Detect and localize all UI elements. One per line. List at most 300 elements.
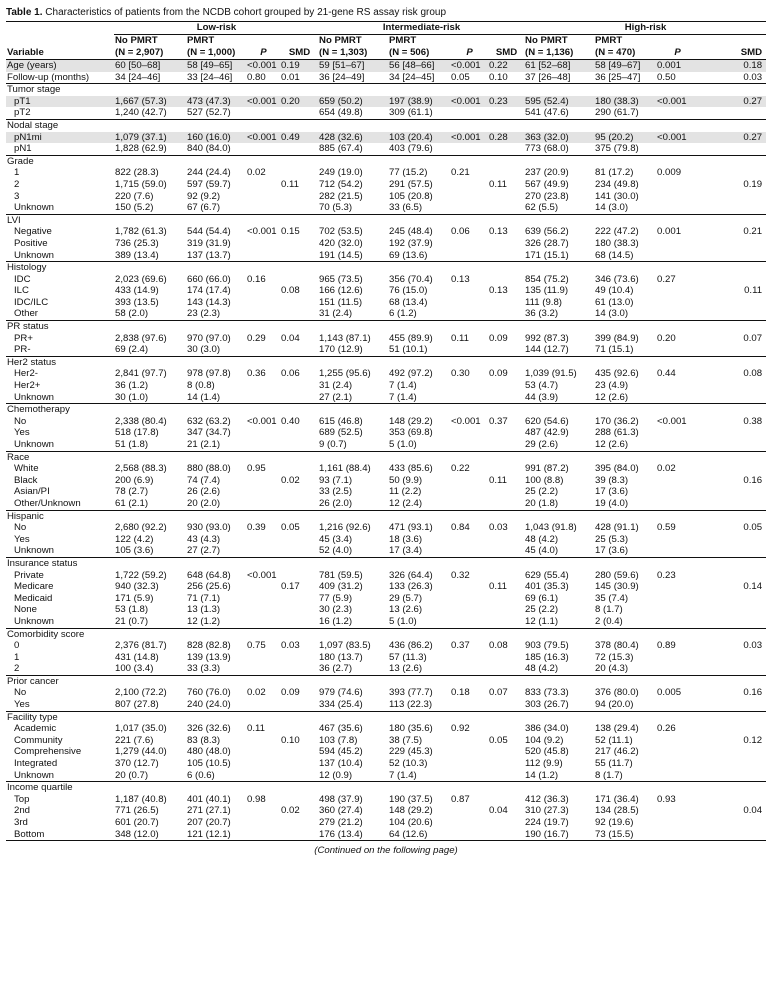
- table-cell: [450, 735, 488, 747]
- table-cell: 48 (4.2): [525, 533, 559, 545]
- table-cell: 428 (91.1): [595, 522, 639, 534]
- table-cell: [698, 794, 766, 806]
- table-cell: [450, 392, 488, 404]
- table-cell: 61 (13.0): [595, 296, 634, 308]
- table-cell: 256 (25.6): [187, 581, 231, 593]
- table-cell: 828 (82.8): [187, 640, 231, 652]
- row-label: No: [14, 522, 27, 534]
- table-cell: 12 (2.4): [388, 498, 450, 510]
- table-cell: 2,838 (97.6): [115, 332, 167, 344]
- table-row: [6, 522, 766, 534]
- table-row: [6, 250, 766, 262]
- table-cell: 0.92: [451, 723, 470, 735]
- table-cell: 1,187 (40.8): [115, 793, 167, 805]
- row-label: pT2: [6, 107, 114, 119]
- table-cell: 21 (2.1): [186, 439, 246, 451]
- table-cell: [698, 202, 766, 214]
- table-cell: 61 [52–68]: [524, 60, 594, 72]
- table-cell: [656, 817, 698, 829]
- table-cell: 103 (7.8): [319, 734, 358, 746]
- table-row: [6, 805, 766, 817]
- table-cell: 348 (12.0): [114, 829, 186, 841]
- table-cell: [698, 570, 766, 582]
- table-cell: 347 (34.7): [187, 427, 231, 439]
- col-no-pmrt: No PMRT: [319, 35, 362, 46]
- table-cell: 992 (87.3): [525, 332, 569, 344]
- table-cell: 94 (20.0): [594, 699, 656, 711]
- table-cell: 134 (28.5): [595, 805, 639, 817]
- row-label: Top: [14, 793, 30, 805]
- col-smd: SMD: [698, 47, 766, 60]
- table-cell: [488, 238, 524, 250]
- table-row: [6, 581, 766, 593]
- table-cell: 8 (0.8): [187, 380, 215, 392]
- table-cell: 0.10: [488, 72, 524, 84]
- table-cell: [246, 817, 280, 829]
- table-cell: 0.22: [451, 463, 470, 475]
- table-cell: 689 (52.5): [319, 427, 363, 439]
- table-cell: 93 (7.1): [319, 474, 353, 486]
- table-cell: 480 (48.0): [187, 746, 231, 758]
- table-cell: 433 (85.6): [389, 463, 433, 475]
- table-cell: 346 (73.6): [595, 273, 639, 285]
- table-cell: [656, 829, 698, 841]
- table-cell: [450, 805, 488, 817]
- table-cell: [246, 581, 280, 593]
- table-cell: 12 (1.2): [186, 616, 246, 628]
- table-cell: 31 (2.4): [319, 380, 353, 392]
- table-cell: 105 (10.5): [187, 758, 231, 770]
- table-cell: 25 (5.3): [595, 533, 629, 545]
- row-label: Medicaid: [14, 592, 53, 604]
- table-cell: 0.98: [247, 793, 266, 805]
- section-label: Hispanic: [7, 510, 44, 522]
- table-cell: 0.08: [489, 640, 508, 652]
- table-cell: [246, 746, 280, 758]
- table-cell: [280, 202, 318, 214]
- row-label: No: [14, 687, 27, 699]
- table-cell: 245 (48.4): [389, 226, 433, 238]
- table-cell: 100 (8.8): [525, 474, 564, 486]
- table-cell: [488, 604, 524, 616]
- row-label: 2nd: [14, 805, 31, 817]
- table-cell: [698, 498, 766, 510]
- table-cell: [450, 439, 488, 451]
- group-low-risk: Low-risk: [114, 22, 318, 35]
- table-cell: [246, 616, 280, 628]
- section-label: Comorbidity score: [7, 628, 85, 640]
- section-header-row: [6, 782, 766, 794]
- table-cell: 279 (21.2): [319, 817, 363, 828]
- table-cell: 207 (20.7): [187, 817, 231, 828]
- table-cell: 903 (79.5): [525, 640, 569, 652]
- col-smd: SMD: [280, 47, 318, 60]
- row-label: Academic: [14, 723, 57, 735]
- table-cell: 58 [49–67]: [594, 60, 656, 72]
- table-cell: 20 (0.7): [114, 770, 186, 782]
- row-label: Community: [14, 734, 63, 746]
- table-cell: [450, 191, 488, 203]
- table-cell: 648 (64.8): [187, 569, 231, 581]
- table-cell: 970 (97.0): [187, 332, 231, 344]
- table-cell: 151 (11.5): [319, 296, 363, 308]
- table-cell: [488, 191, 524, 203]
- table-cell: [698, 723, 766, 735]
- table-cell: 0.16: [247, 273, 266, 285]
- table-row: [6, 191, 766, 203]
- table-cell: [656, 250, 698, 262]
- table-cell: 0.08: [743, 368, 763, 380]
- table-cell: [280, 616, 318, 628]
- table-cell: 0.11: [744, 285, 763, 297]
- table-cell: 148 (29.2): [389, 805, 433, 817]
- group-intermediate-risk: Intermediate-risk: [318, 22, 524, 35]
- table-cell: [280, 593, 318, 605]
- table-cell: 69 (6.1): [525, 592, 559, 604]
- table-cell: 95 (20.2): [594, 132, 656, 144]
- table-row: [6, 238, 766, 250]
- table-cell: [488, 439, 524, 451]
- table-cell: 1,039 (91.5): [525, 368, 577, 380]
- table-cell: 1,043 (91.8): [525, 522, 577, 534]
- row-label: Unknown: [6, 202, 114, 214]
- table-row: [6, 663, 766, 675]
- table-cell: 171 (15.1): [524, 250, 594, 262]
- table-cell: [450, 829, 488, 841]
- table-cell: 854 (75.2): [525, 273, 569, 285]
- table-cell: 712 (54.2): [319, 178, 363, 190]
- table-cell: [246, 107, 280, 119]
- table-cell: 0.38: [743, 415, 763, 427]
- table-cell: 781 (59.5): [319, 569, 363, 581]
- table-cell: 0.87: [451, 793, 470, 805]
- table-cell: 0.001: [656, 60, 698, 72]
- row-label: Yes: [14, 427, 30, 439]
- table-cell: [698, 699, 766, 711]
- table-cell: 0.09: [489, 332, 508, 344]
- table-cell: 150 (5.2): [114, 202, 186, 214]
- table-cell: [450, 297, 488, 309]
- table-cell: [280, 604, 318, 616]
- table-cell: [698, 616, 766, 628]
- table-row: [6, 699, 766, 711]
- table-cell: 92 (19.6): [595, 817, 634, 828]
- table-row: [6, 416, 766, 428]
- table-cell: [698, 758, 766, 770]
- table-cell: [488, 380, 524, 392]
- table-cell: [488, 616, 524, 628]
- table-cell: 436 (86.2): [389, 640, 433, 652]
- table-cell: 595 (52.4): [524, 96, 594, 108]
- table-cell: 291 (57.5): [389, 178, 433, 190]
- table-cell: <0.001: [246, 96, 280, 108]
- table-cell: 0.01: [280, 72, 318, 84]
- table-cell: [488, 817, 524, 829]
- table-row: [6, 333, 766, 345]
- table-cell: [280, 534, 318, 546]
- table-cell: [280, 427, 318, 439]
- col-n: (N = 1,136): [524, 47, 594, 60]
- table-cell: 2,568 (88.3): [115, 463, 167, 475]
- table-cell: 1,715 (59.0): [115, 178, 167, 190]
- table-cell: 0.09: [281, 687, 300, 699]
- table-cell: 122 (4.2): [115, 533, 154, 545]
- table-cell: [656, 805, 698, 817]
- table-cell: 141 (30.0): [595, 190, 639, 202]
- table-cell: 36 [25–47]: [594, 72, 656, 84]
- table-cell: 428 (32.6): [318, 132, 388, 144]
- table-cell: 0.37: [451, 640, 470, 652]
- table-cell: [698, 770, 766, 782]
- table-cell: 0.02: [281, 805, 300, 817]
- table-cell: 73 (15.5): [594, 829, 656, 841]
- table-cell: 0.80: [246, 72, 280, 84]
- table-cell: 393 (13.5): [115, 296, 159, 308]
- table-cell: 17 (3.6): [595, 486, 629, 498]
- table-cell: [656, 663, 698, 675]
- row-label: 1: [14, 167, 20, 179]
- table-cell: [656, 238, 698, 250]
- table-cell: [656, 475, 698, 487]
- table-cell: [698, 191, 766, 203]
- table-cell: [488, 202, 524, 214]
- table-cell: 1,017 (35.0): [115, 723, 167, 735]
- table-cell: [698, 427, 766, 439]
- table-cell: [488, 167, 524, 179]
- table-cell: [450, 817, 488, 829]
- table-cell: [246, 202, 280, 214]
- table-cell: [656, 581, 698, 593]
- table-cell: 467 (35.6): [319, 723, 363, 735]
- table-cell: 112 (9.9): [525, 758, 563, 770]
- table-cell: [246, 179, 280, 191]
- row-label: 0: [14, 640, 20, 652]
- table-cell: 0.11: [489, 581, 507, 593]
- table-row: [6, 72, 766, 84]
- characteristics-table: [6, 22, 766, 841]
- table-cell: 0.13: [489, 226, 508, 238]
- table-cell: 360 (27.4): [319, 805, 363, 817]
- table-cell: 0.11: [489, 178, 507, 190]
- table-cell: [656, 545, 698, 557]
- table-cell: [656, 534, 698, 546]
- row-label: ILC: [14, 285, 29, 297]
- table-cell: [488, 344, 524, 356]
- table-cell: [698, 274, 766, 286]
- table-cell: 2,376 (81.7): [115, 640, 167, 652]
- table-cell: 303 (26.7): [524, 699, 594, 711]
- table-cell: [246, 534, 280, 546]
- table-cell: 52 (4.0): [318, 545, 388, 557]
- row-label: Unknown: [6, 616, 114, 628]
- table-cell: [488, 794, 524, 806]
- table-cell: 27 (2.7): [186, 545, 246, 557]
- table-cell: 20 (2.0): [186, 498, 246, 510]
- table-row: [6, 202, 766, 214]
- table-cell: 386 (34.0): [525, 723, 569, 735]
- table-cell: 1,079 (37.1): [114, 132, 186, 144]
- table-cell: 9 (0.7): [318, 439, 388, 451]
- table-cell: 21 (0.7): [114, 616, 186, 628]
- table-cell: 0.89: [657, 640, 676, 652]
- table-cell: 92 (9.2): [187, 190, 221, 202]
- table-cell: [280, 107, 318, 119]
- table-cell: 33 (3.3): [186, 663, 246, 675]
- table-cell: 5 (1.0): [388, 439, 450, 451]
- section-label: Income quartile: [7, 782, 73, 794]
- table-cell: 0.14: [743, 581, 763, 593]
- table-cell: 0.05: [450, 72, 488, 84]
- table-cell: 412 (36.3): [525, 793, 569, 805]
- table-row: [6, 604, 766, 616]
- table-cell: 0.17: [281, 581, 300, 593]
- table-cell: [280, 167, 318, 179]
- table-cell: 240 (24.0): [186, 699, 246, 711]
- table-cell: 991 (87.2): [525, 463, 569, 475]
- table-cell: [246, 308, 280, 320]
- table-cell: 0.05: [489, 734, 508, 746]
- table-cell: 143 (14.3): [187, 296, 231, 308]
- table-cell: 940 (32.3): [115, 581, 159, 593]
- table-cell: [488, 463, 524, 475]
- table-cell: 840 (84.0): [186, 143, 246, 155]
- table-cell: 370 (12.7): [115, 758, 159, 770]
- table-cell: 190 (37.5): [389, 793, 433, 805]
- table-cell: 471 (93.1): [389, 522, 433, 534]
- row-label: Unknown: [6, 545, 114, 557]
- table-cell: 13 (2.6): [388, 663, 450, 675]
- table-cell: 356 (70.4): [389, 273, 433, 285]
- table-cell: [246, 498, 280, 510]
- table-cell: [280, 770, 318, 782]
- table-cell: [656, 699, 698, 711]
- section-header-row: [6, 321, 766, 333]
- table-cell: 176 (13.4): [318, 829, 388, 841]
- table-cell: [698, 238, 766, 250]
- col-pmrt: PMRT: [187, 35, 215, 46]
- col-n: (N = 1,000): [186, 47, 246, 60]
- table-cell: [698, 652, 766, 664]
- table-cell: [488, 770, 524, 782]
- row-label: Integrated: [14, 758, 58, 770]
- row-label: Age (years): [6, 60, 114, 72]
- section-header-row: [6, 711, 766, 723]
- table-cell: 0.16: [743, 474, 763, 486]
- table-cell: [656, 392, 698, 404]
- table-cell: 822 (28.3): [115, 167, 159, 179]
- table-cell: 50 (9.9): [389, 474, 423, 486]
- table-cell: 19 (4.0): [594, 498, 656, 510]
- table-cell: <0.001: [450, 60, 488, 72]
- table-cell: 229 (45.3): [389, 746, 433, 758]
- table-cell: 68 (13.4): [389, 296, 428, 308]
- table-cell: 69 (2.4): [114, 344, 186, 356]
- table-cell: 280 (59.6): [595, 569, 639, 581]
- table-cell: 326 (32.6): [187, 723, 231, 735]
- table-cell: 105 (20.8): [389, 190, 433, 202]
- table-cell: 0.05: [281, 522, 300, 534]
- table-cell: 760 (76.0): [187, 687, 231, 699]
- table-cell: 639 (56.2): [525, 226, 569, 238]
- table-cell: 594 (45.2): [319, 746, 363, 758]
- row-label: Unknown: [6, 250, 114, 262]
- table-cell: 14 (3.0): [594, 308, 656, 320]
- col-n: (N = 470): [594, 47, 656, 60]
- table-cell: 139 (13.9): [187, 651, 231, 663]
- table-cell: 14 (1.4): [186, 392, 246, 404]
- table-cell: [280, 297, 318, 309]
- col-no-pmrt: No PMRT: [525, 35, 568, 46]
- table-cell: [698, 143, 766, 155]
- table-cell: 20 (1.8): [524, 498, 594, 510]
- row-label: Yes: [6, 699, 114, 711]
- table-cell: 0.06: [451, 226, 470, 238]
- table-cell: 5 (1.0): [388, 616, 450, 628]
- table-cell: 433 (14.9): [115, 285, 159, 297]
- section-label: Her2 status: [7, 356, 57, 368]
- table-cell: [246, 770, 280, 782]
- section-header-row: [6, 262, 766, 274]
- table-cell: [656, 616, 698, 628]
- section-label: Nodal stage: [7, 119, 59, 131]
- table-cell: [246, 486, 280, 498]
- table-cell: 33 (6.5): [388, 202, 450, 214]
- table-cell: [246, 285, 280, 297]
- group-high-risk: High-risk: [524, 22, 766, 35]
- table-cell: 148 (29.2): [389, 415, 433, 427]
- table-cell: 13 (2.6): [389, 604, 423, 616]
- table-cell: [488, 570, 524, 582]
- table-cell: 0.03: [489, 522, 508, 534]
- table-cell: 0.20: [657, 332, 676, 344]
- table-cell: 0.11: [247, 723, 265, 735]
- table-cell: 0.95: [247, 463, 266, 475]
- table-cell: 0.75: [247, 640, 266, 652]
- table-cell: 185 (16.3): [525, 651, 569, 663]
- table-cell: 629 (55.4): [525, 569, 569, 581]
- table-cell: 353 (69.8): [389, 427, 433, 439]
- table-cell: 395 (84.0): [595, 463, 639, 475]
- table-cell: 244 (24.4): [187, 167, 231, 179]
- table-cell: 620 (54.6): [525, 415, 569, 427]
- table-cell: [488, 392, 524, 404]
- table-cell: [450, 238, 488, 250]
- table-cell: 965 (73.5): [319, 273, 363, 285]
- table-cell: [698, 308, 766, 320]
- table-cell: 192 (37.9): [389, 237, 433, 249]
- table-cell: [246, 191, 280, 203]
- column-header-row-2: [6, 47, 766, 60]
- table-cell: [450, 758, 488, 770]
- table-cell: [450, 285, 488, 297]
- table-cell: <0.001: [451, 415, 481, 427]
- table-cell: 0.40: [281, 415, 300, 427]
- table-caption-text: Characteristics of patients from the NCDB cohort grouped by 21-gene RS assay risk group: [45, 7, 447, 18]
- table-cell: 2,100 (72.2): [115, 687, 167, 699]
- table-row: [6, 179, 766, 191]
- table-cell: [280, 380, 318, 392]
- table-cell: 77 (5.9): [319, 592, 353, 604]
- table-cell: [450, 427, 488, 439]
- row-label: Positive: [14, 237, 48, 249]
- col-n: (N = 2,907): [114, 47, 186, 60]
- table-cell: [280, 829, 318, 841]
- table-cell: 0.09: [489, 368, 508, 380]
- row-label: Negative: [14, 226, 52, 238]
- table-cell: 237 (20.9): [525, 167, 569, 179]
- table-row: [6, 132, 766, 144]
- table-cell: 0.13: [489, 285, 508, 297]
